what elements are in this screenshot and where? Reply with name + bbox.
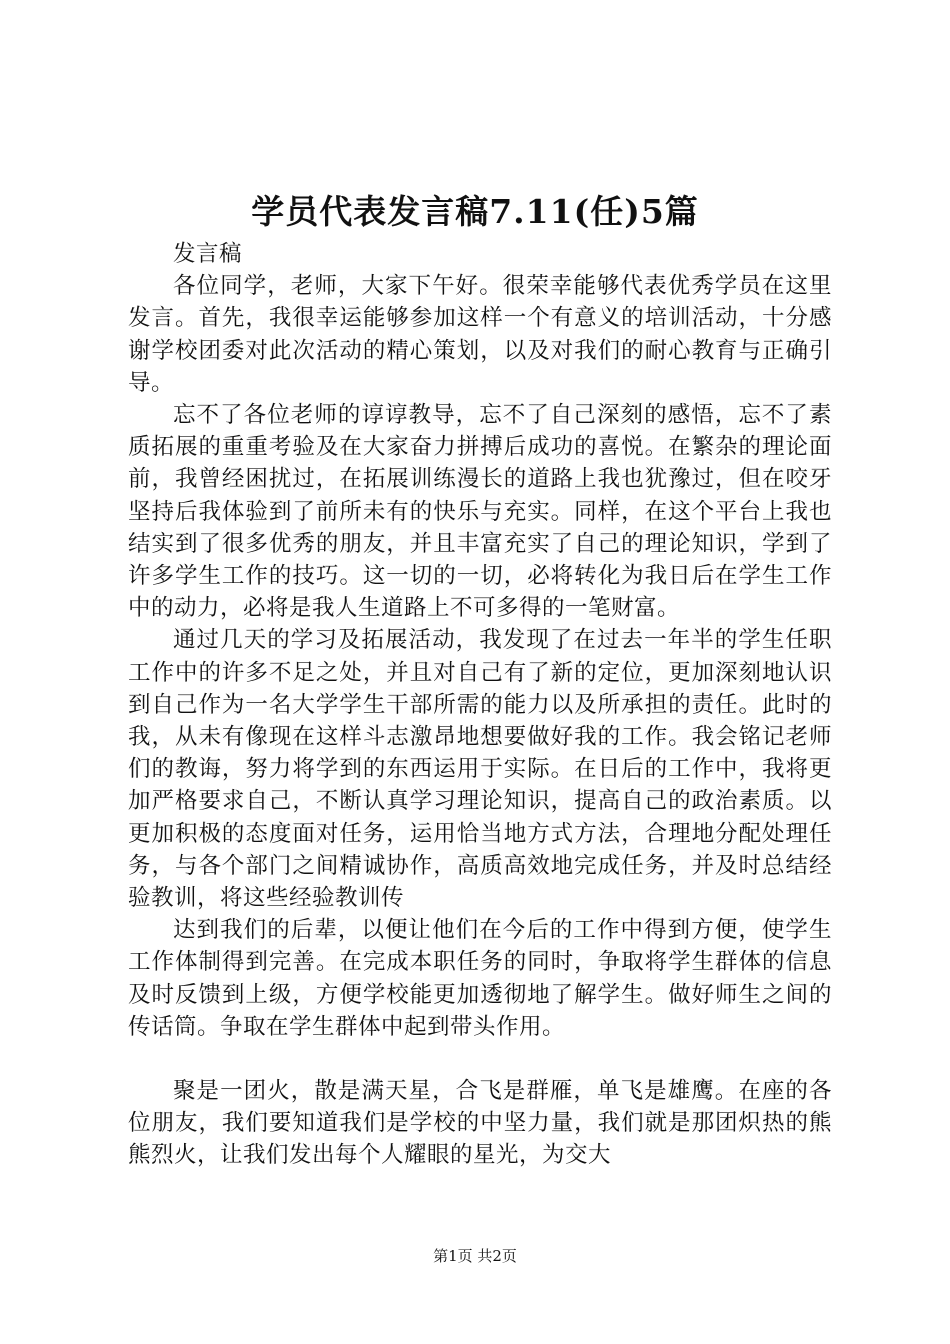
document-body	[128, 238, 832, 1172]
paragraph-spacer	[128, 1043, 832, 1075]
page-number-footer: 第1页 共2页	[433, 1247, 517, 1265]
paragraph: 达到我们的后辈，以便让他们在今后的工作中得到方便，使学生工作体制得到完善。在完成本职任务的同时，争取将学生群体的信息及时反馈到上级，方便学校能更加透彻地了解学生。做好师生之间的传话筒。争取在学生群体中起到带头作用。	[128, 917, 832, 1040]
document-title: 学员代表发言稿7.11(任)5篇	[251, 192, 699, 231]
paragraph-heading: 发言稿	[173, 241, 243, 267]
paragraph: 忘不了各位老师的谆谆教导，忘不了自己深刻的感悟，忘不了素质拓展的重重考验及在大家奋力拼搏后成功的喜悦。在繁杂的理论面前，我曾经困扰过，在拓展训练漫长的道路上我也犹豫过，但在咬牙坚持后我体验到了前所未有的快乐与充实。同样，在这个平台上我也结实到了很多优秀的朋友，并且丰富充实了自己的理论知识，学到了许多学生工作的技巧。这一切的一切，必将转化为我日后在学生工作中的动力，必将是我人生道路上不可多得的一笔财富。	[128, 402, 832, 622]
paragraph: 各位同学，老师，大家下午好。很荣幸能够代表优秀学员在这里发言。首先，我很幸运能够参加这样一个有意义的培训活动，十分感谢学校团委对此次活动的精心策划，以及对我们的耐心教育与正确引导。	[128, 273, 832, 396]
paragraph: 聚是一团火，散是满天星，合飞是群雁，单飞是雄鹰。在座的各位朋友，我们要知道我们是学校的中坚力量，我们就是那团炽热的熊熊烈火，让我们发出每个人耀眼的星光，为交大	[128, 1078, 832, 1169]
paragraph: 通过几天的学习及拓展活动，我发现了在过去一年半的学生任职工作中的许多不足之处，并且对自己有了新的定位，更加深刻地认识到自己作为一名大学学生干部所需的能力以及所承担的责任。此时的我，从未有像现在这样斗志激昂地想要做好我的工作。我会铭记老师们的教诲，努力将学到的东西运用于实际。在日后的工作中，我将更加严格要求自己，不断认真学习理论知识，提高自己的政治素质。以更加积极的态度面对任务，运用恰当地方式方法，合理地分配处理任务，与各个部门之间精诚协作，高质高效地完成任务，并及时总结经验教训，将这些经验教训传	[128, 627, 832, 912]
